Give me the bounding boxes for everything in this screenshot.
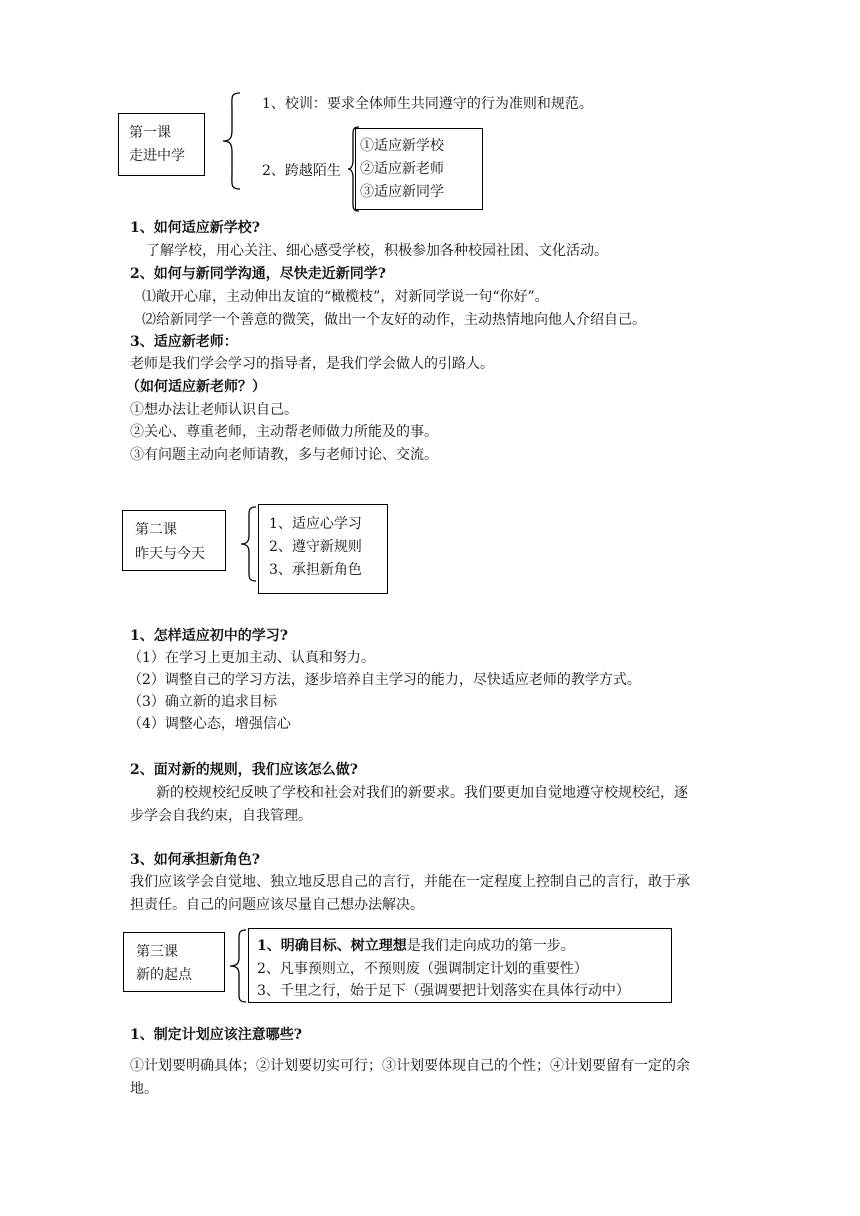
lesson3-items-box bbox=[248, 928, 672, 1003]
s2-question-2: 2、面对新的规则，我们应该怎么做? bbox=[130, 762, 358, 778]
s1-answer-2a: ⑴敞开心扉，主动伸出友谊的“橄榄枝”，对新同学说一句“你好”。 bbox=[142, 289, 549, 305]
s1-question-3: 3、适应新老师： bbox=[130, 334, 238, 350]
lesson3-item-1-bold: 1、明确目标、树立理想 bbox=[257, 938, 407, 954]
lesson3-title-box bbox=[123, 932, 225, 992]
s1-question-1: 1、如何适应新学校? bbox=[130, 220, 260, 236]
lesson2-item-3: 3、承担新角色 bbox=[269, 562, 362, 578]
s2-answer-3-line2: 担责任。自己的问题应该尽量自己想办法解决。 bbox=[130, 897, 424, 913]
lesson3-item-3: 3、千里之行，始于足下（强调要把计划落实在具体行动中） bbox=[257, 983, 630, 999]
s3-answer-1-line1: ①计划要明确具体；②计划要切实可行；③计划要体现自己的个性；④计划要留有一定的余 bbox=[130, 1058, 690, 1074]
lesson2-title-line2: 昨天与今天 bbox=[135, 546, 205, 562]
s1-answer-3-item1: ①想办法让老师认识自己。 bbox=[130, 402, 298, 418]
s3-answer-1-line2: 地。 bbox=[130, 1081, 158, 1097]
lesson2-title-box bbox=[122, 510, 226, 571]
lesson1-title-box bbox=[118, 113, 205, 176]
s1-answer-3-item2: ②关心、尊重老师，主动帮老师做力所能及的事。 bbox=[130, 424, 438, 440]
s1-question-2: 2、如何与新同学沟通，尽快走近新同学? bbox=[130, 266, 386, 282]
s1-answer-2b: ⑵给新同学一个善意的微笑，做出一个友好的动作，主动热情地向他人介绍自己。 bbox=[142, 312, 646, 328]
lesson3-brace bbox=[229, 929, 249, 1003]
s1-question-3-sub: （如何适应新老师？） bbox=[126, 379, 266, 395]
s2-answer-1-item4: （4）调整心态，增强信心 bbox=[128, 716, 291, 732]
s2-question-1: 1、怎样适应初中的学习? bbox=[130, 628, 288, 644]
lesson2-item-2: 2、遵守新规则 bbox=[269, 539, 362, 555]
s1-answer-3: 老师是我们学会学习的指导者，是我们学会做人的引路人。 bbox=[130, 356, 494, 372]
s2-answer-2-line2: 步学会自我约束，自我管理。 bbox=[130, 808, 312, 824]
lesson2-item-1: 1、适应心学习 bbox=[269, 516, 362, 532]
lesson3-item-1 bbox=[257, 937, 575, 955]
s2-answer-2-line1: 新的校规校纪反映了学校和社会对我们的新要求。我们要更加自觉地遵守校规校纪，逐 bbox=[156, 785, 688, 801]
s2-answer-1-item3: （3）确立新的追求目标 bbox=[128, 694, 277, 710]
lesson3-title-line2: 新的起点 bbox=[136, 967, 192, 983]
s1-answer-3-item3: ③有问题主动向老师请教，多与老师讨论、交流。 bbox=[130, 447, 438, 463]
lesson1-title-line1: 第一课 bbox=[129, 125, 171, 141]
lesson3-title-line1: 第三课 bbox=[136, 944, 178, 960]
lesson2-brace bbox=[240, 506, 258, 582]
lesson1-title-line2: 走进中学 bbox=[129, 148, 185, 164]
sub-item-teacher: ②适应新老师 bbox=[360, 161, 444, 177]
s2-answer-1-item1: （1）在学习上更加主动、认真和努力。 bbox=[128, 650, 375, 666]
lesson1-sub-box bbox=[355, 128, 483, 210]
lesson2-items-box bbox=[258, 504, 388, 594]
sub-item-classmate: ③适应新同学 bbox=[360, 184, 444, 200]
lesson3-item-2: 2、凡事预则立，不预则废（强调制定计划的重要性） bbox=[257, 961, 588, 977]
s1-answer-1: 了解学校，用心关注、细心感受学校，积极参加各种校园社团、文化活动。 bbox=[146, 243, 608, 259]
lesson2-title-line1: 第二课 bbox=[135, 522, 177, 538]
lesson1-branch1: 1、校训：要求全体师生共同遵守的行为准则和规范。 bbox=[262, 96, 593, 112]
lesson1-branch2: 2、跨越陌生 bbox=[262, 163, 341, 179]
lesson1-brace bbox=[222, 92, 246, 190]
lesson3-item-1-rest: 是我们走向成功的第一步。 bbox=[406, 938, 575, 954]
s2-answer-3-line1: 我们应该学会自觉地、独立地反思自己的言行，并能在一定程度上控制自己的言行，敢于承 bbox=[130, 874, 690, 890]
s2-question-3: 3、如何承担新角色? bbox=[130, 852, 260, 868]
s2-answer-1-item2: （2）调整自己的学习方法，逐步培养自主学习的能力，尽快适应老师的教学方式。 bbox=[128, 672, 641, 688]
s3-question-1: 1、制定计划应该注意哪些? bbox=[130, 1027, 302, 1043]
sub-item-school: ①适应新学校 bbox=[360, 138, 444, 154]
